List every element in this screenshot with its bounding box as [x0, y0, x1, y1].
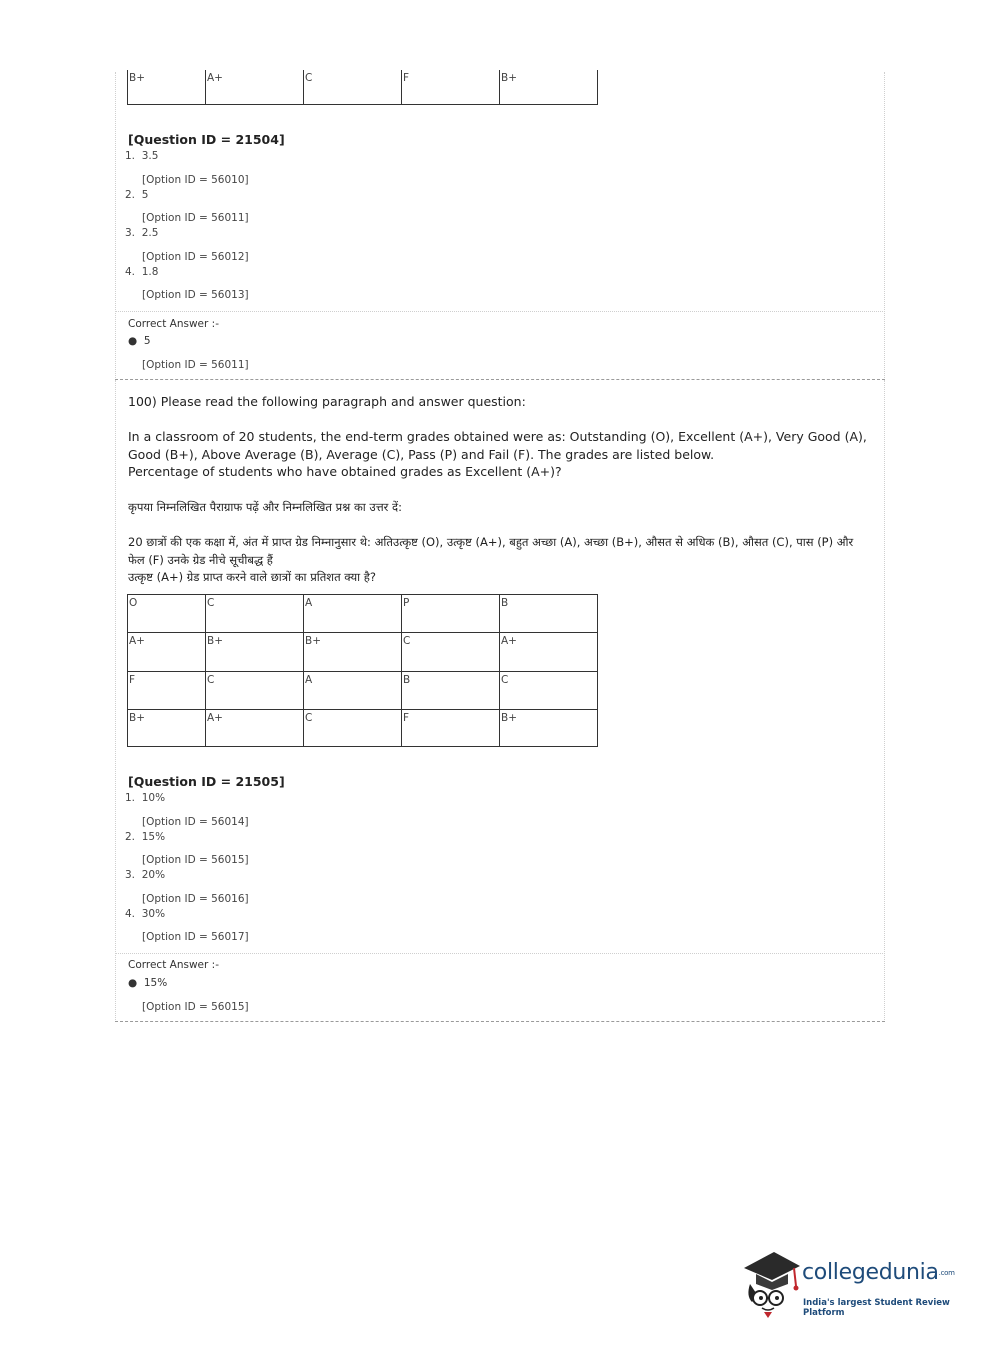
table-cell: P — [402, 595, 500, 633]
question-paragraph-hi: 20 छात्रों की एक कक्षा में, अंत में प्राप्त ग्रेड निम्नानुसार थे: अतिउत्कृष्ट (O), उत्कृष्ट (A+), बहुत अच्छा (A), अच्छा (B+), औसत से अधिक (B), औसत (C), पास (P) और फेल (F) उनके ग्रेड नीचे सूचीबद्ध हैं — [128, 535, 854, 567]
table-cell: B+ — [500, 710, 598, 747]
table-cell: C — [402, 633, 500, 672]
question-id: [Question ID = 21504] — [128, 132, 285, 147]
correct-answer-text: 15% — [143, 977, 168, 989]
option-text: 30% — [141, 908, 166, 920]
table-row — [128, 672, 598, 710]
option-id: [Option ID = 56017] — [142, 931, 249, 943]
option-number: 2. — [125, 831, 136, 843]
bullet-icon: ● — [128, 335, 138, 347]
question-id: [Question ID = 21505] — [128, 774, 285, 789]
table-cell: F — [128, 672, 206, 710]
option-number: 4. — [125, 908, 136, 920]
table-cell: C — [206, 595, 304, 633]
grades-table-partial — [127, 70, 598, 105]
option-id: [Option ID = 56015] — [142, 854, 249, 866]
table-cell: A — [304, 672, 402, 710]
frame-left-border — [115, 72, 116, 380]
option-id: [Option ID = 56011] — [142, 212, 249, 224]
table-cell: A+ — [206, 70, 304, 104]
table-cell: B+ — [206, 633, 304, 672]
question-title: 100) Please read the following paragraph and answer question: — [128, 394, 526, 409]
option-text: 2.5 — [141, 227, 159, 239]
option-item — [125, 150, 158, 162]
option-id: [Option ID = 56016] — [142, 893, 249, 905]
option-id: [Option ID = 56013] — [142, 289, 249, 301]
correct-option-id: [Option ID = 56015] — [142, 1001, 249, 1013]
logo-wordmark — [802, 1260, 955, 1285]
table-cell: O — [128, 595, 206, 633]
table-cell: A — [304, 595, 402, 633]
table-cell: C — [304, 710, 402, 747]
correct-answer — [128, 977, 167, 989]
table-cell: B+ — [128, 70, 206, 104]
option-item — [125, 869, 165, 881]
table-cell: B+ — [500, 70, 598, 104]
option-id: [Option ID = 56012] — [142, 251, 249, 263]
table-row — [128, 633, 598, 672]
table-cell: C — [304, 70, 402, 104]
option-text: 20% — [141, 869, 166, 881]
collegedunia-logo — [742, 1248, 972, 1318]
table-cell: F — [402, 710, 500, 747]
option-id: [Option ID = 56010] — [142, 174, 249, 186]
frame-right-border-2 — [884, 380, 885, 1022]
option-text: 1.8 — [141, 266, 159, 278]
question-prompt-en: Percentage of students who have obtained grades as Excellent (A+)? — [128, 464, 562, 479]
option-number: 1. — [125, 792, 136, 804]
correct-answer — [128, 335, 151, 347]
option-number: 2. — [125, 189, 136, 201]
option-item — [125, 792, 165, 804]
option-item — [125, 266, 158, 278]
table-row — [128, 70, 598, 104]
frame-left-border-2 — [115, 380, 116, 1022]
correct-answer-text: 5 — [143, 335, 151, 347]
divider — [115, 311, 885, 312]
table-cell: C — [500, 672, 598, 710]
question-instruction-hi: कृपया निम्नलिखित पैराग्राफ पढ़ें और निम्नलिखित प्रश्न का उत्तर दें: — [128, 500, 403, 514]
option-number: 4. — [125, 266, 136, 278]
option-item — [125, 227, 158, 239]
option-text: 15% — [141, 831, 166, 843]
option-item — [125, 189, 148, 201]
correct-answer-label: Correct Answer :- — [128, 959, 219, 971]
option-text: 3.5 — [141, 150, 159, 162]
correct-option-id: [Option ID = 56011] — [142, 359, 249, 371]
question-paragraph-en: In a classroom of 20 students, the end-term grades obtained were as: Outstanding (O), Excellent (A+), Very Good (A), Good (B+), Above Average (B), Average (C), Pass (P) and Fail (F). The grades are listed below. — [128, 429, 867, 462]
table-cell: B+ — [304, 633, 402, 672]
table-cell: A+ — [500, 633, 598, 672]
question-prompt-hi: उत्कृष्ट (A+) ग्रेड प्राप्त करने वाले छात्रों का प्रतिशत क्या है? — [128, 570, 376, 584]
option-id: [Option ID = 56014] — [142, 816, 249, 828]
table-cell: B — [500, 595, 598, 633]
option-number: 1. — [125, 150, 136, 162]
frame-right-border — [884, 72, 885, 380]
logo-text: collegedunia — [802, 1260, 939, 1285]
question-separator — [115, 1021, 885, 1022]
divider — [115, 953, 885, 954]
table-row — [128, 710, 598, 747]
table-row — [128, 595, 598, 633]
table-cell: A+ — [206, 710, 304, 747]
question-separator — [115, 379, 885, 380]
option-number: 3. — [125, 869, 136, 881]
logo-suffix: .com — [938, 1269, 955, 1277]
logo-tagline: India's largest Student Review Platform — [803, 1298, 950, 1318]
option-text: 10% — [141, 792, 166, 804]
table-cell: F — [402, 70, 500, 104]
table-cell: C — [206, 672, 304, 710]
grades-table — [127, 594, 598, 747]
option-text: 5 — [141, 189, 149, 201]
bullet-icon: ● — [128, 977, 138, 989]
option-item — [125, 831, 165, 843]
table-cell: B+ — [128, 710, 206, 747]
correct-answer-label: Correct Answer :- — [128, 318, 219, 330]
option-item — [125, 908, 165, 920]
table-cell: A+ — [128, 633, 206, 672]
table-cell: B — [402, 672, 500, 710]
option-number: 3. — [125, 227, 136, 239]
mascot-icon — [742, 1248, 802, 1318]
